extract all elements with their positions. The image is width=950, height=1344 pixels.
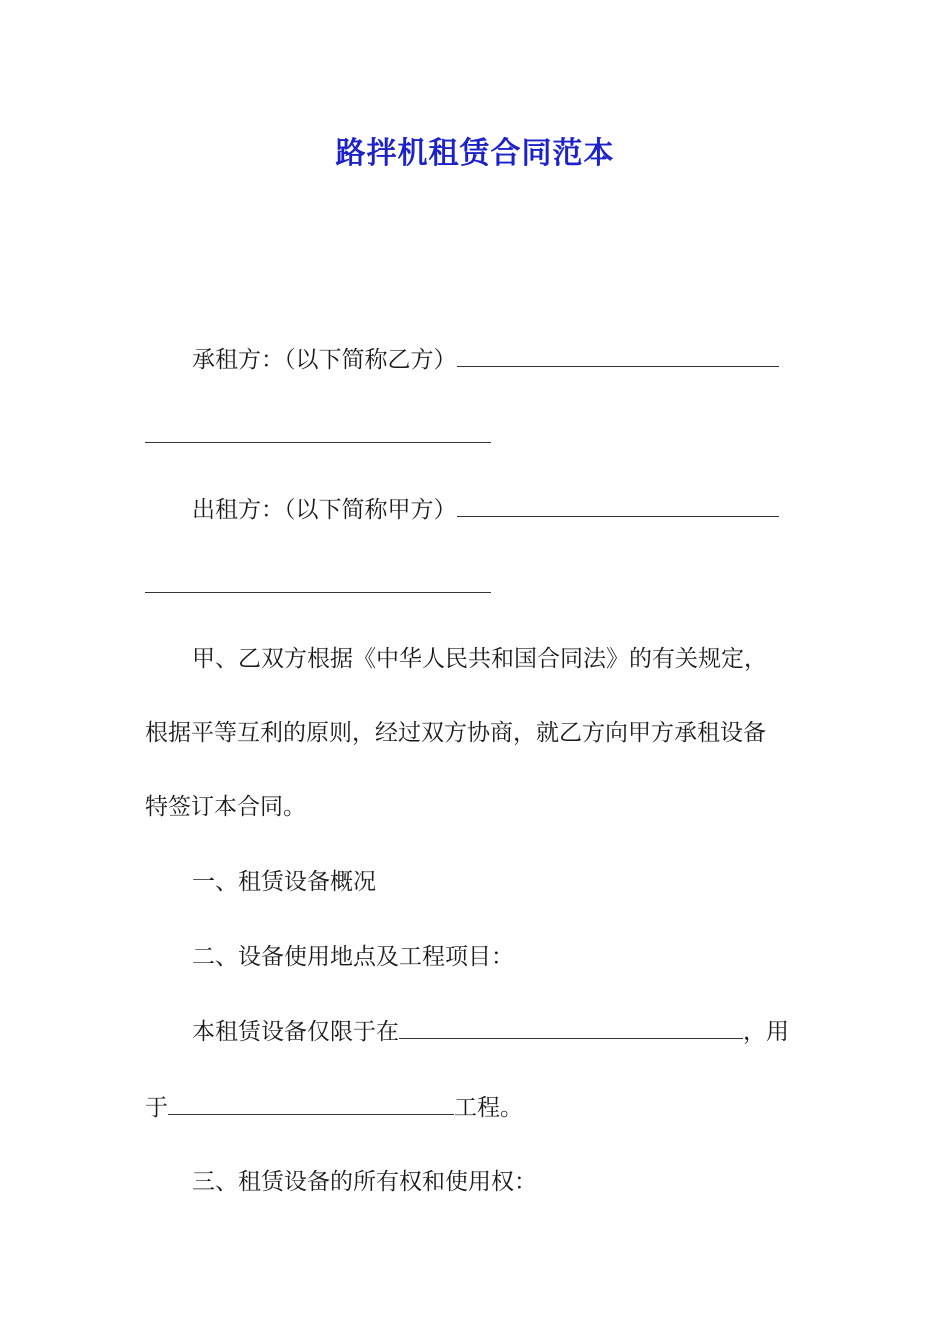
section-2-heading: 二、设备使用地点及工程项目： [192, 944, 514, 970]
usage-prefix: 本租赁设备仅限于在 [192, 1019, 399, 1045]
lessor-blank-continuation[interactable] [145, 592, 491, 593]
lessor-line [192, 494, 779, 525]
preamble-line-1: 甲、乙双方根据《中华人民共和国合同法》的有关规定， [192, 646, 767, 672]
lessee-blank[interactable] [457, 344, 779, 367]
preamble-line-2: 根据平等互利的原则，经过双方协商，就乙方向甲方承租设备 [145, 720, 766, 746]
lessor-blank[interactable] [457, 494, 779, 517]
usage-middle: ，用 [743, 1019, 789, 1045]
section-1-heading: 一、租赁设备概况 [192, 869, 376, 895]
usage-line-2 [145, 1092, 523, 1123]
section-3-heading: 三、租赁设备的所有权和使用权： [192, 1169, 537, 1195]
usage-line2-suffix: 工程。 [454, 1095, 523, 1121]
usage-line2-prefix: 于 [145, 1095, 168, 1121]
lessee-line [192, 344, 779, 375]
preamble-line-3: 特签订本合同。 [145, 794, 306, 820]
document-title: 路拌机租赁合同范本 [335, 136, 615, 171]
lessor-label: 出租方：（以下简称甲方） [192, 497, 457, 523]
usage-line-1 [192, 1016, 789, 1047]
lessee-label: 承租方：（以下简称乙方） [192, 347, 457, 373]
location-blank[interactable] [399, 1016, 743, 1039]
lessee-blank-continuation[interactable] [145, 442, 491, 443]
project-blank[interactable] [168, 1092, 454, 1115]
